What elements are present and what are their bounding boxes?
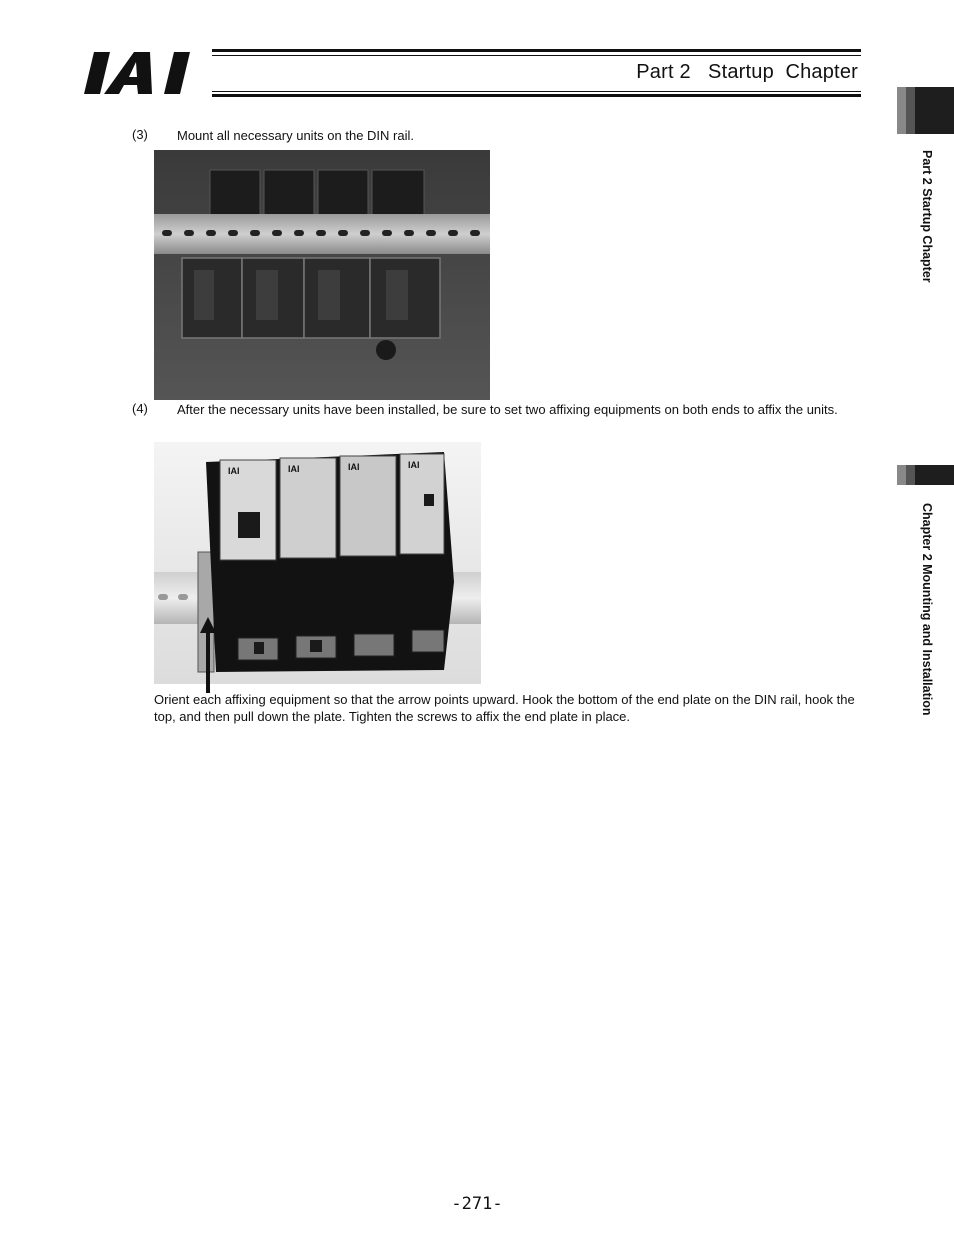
photo-units-on-din-rail [154,150,490,400]
iai-logo [84,48,204,98]
unit-label: IAI [408,460,420,470]
step-number: (4) [132,401,148,416]
arrow-up-icon [200,617,216,693]
side-tab-label-part: Part 2 Startup Chapter [920,150,934,283]
unit-label: IAI [288,464,300,474]
side-tab-marker-part [897,87,954,134]
step-text: After the necessary units have been installed, be sure to set two affixing equipments on both ends to affix the units. [177,402,838,417]
page-number: -271- [451,1194,503,1214]
header-title: Part 2 Startup Chapter [636,61,858,83]
installation-note: Orient each affixing equipment so that the arrow points upward. Hook the bottom of the end plate on the DIN rail, hook the top, and then pull down the plate. Tighten the screws to affix the end plate in place. [154,692,855,724]
side-tab-label-chapter: Chapter 2 Mounting and Installation [920,503,934,716]
unit-label: IAI [228,466,240,476]
side-tab-marker-chapter [897,465,954,485]
step-text: Mount all necessary units on the DIN rail. [177,128,414,143]
step-number: (3) [132,127,148,142]
unit-label: IAI [348,462,360,472]
